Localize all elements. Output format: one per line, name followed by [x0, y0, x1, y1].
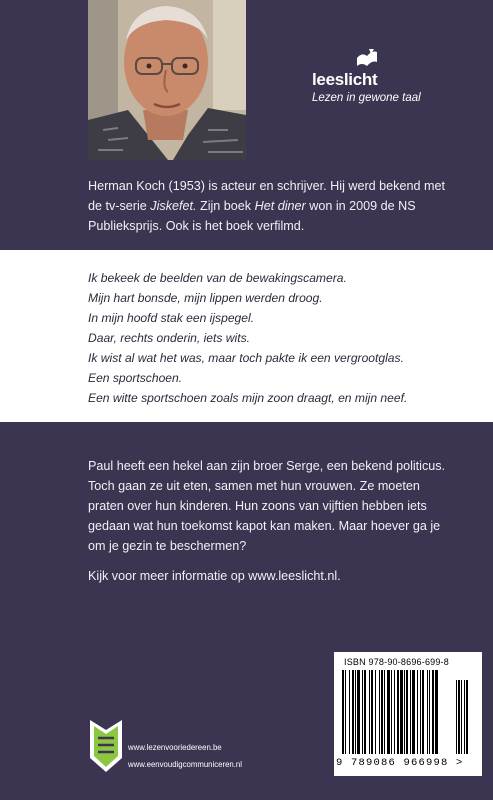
barcode-icon [342, 670, 474, 758]
brand-name: leeslicht [312, 70, 378, 89]
publisher-brand [312, 60, 452, 104]
excerpt-line: Een witte sportschoen zoals mijn zoon draagt, en mijn neef. [88, 391, 408, 405]
barcode-bar [420, 670, 421, 754]
barcode-bar [345, 670, 346, 754]
author-photo [88, 0, 246, 160]
barcode-addon-bar [461, 680, 462, 754]
excerpt-line: Ik bekeek de beelden van de bewakingscamera. [88, 271, 347, 285]
barcode-bar [406, 670, 408, 754]
barcode-bar [400, 670, 403, 754]
barcode-bar [362, 670, 363, 754]
barcode-bar [384, 670, 385, 754]
barcode-addon-bar [466, 680, 468, 754]
isbn-label: ISBN 978-90-8696-699-8 [344, 657, 449, 667]
barcode-bar [412, 670, 415, 754]
isbn-digits [336, 757, 480, 769]
author-portrait-illustration [88, 0, 246, 160]
barcode-bar [357, 670, 360, 754]
barcode-bar [352, 670, 354, 754]
barcode-bar [369, 670, 370, 754]
barcode-bar [371, 670, 373, 754]
barcode-bar [427, 670, 428, 754]
excerpt-line: Mijn hart bonsde, mijn lippen werden droog. [88, 291, 323, 305]
bio-show-title: Jiskefet. [150, 199, 197, 213]
barcode-bar [355, 670, 356, 754]
barcode-bar [375, 670, 376, 754]
barcode-bar [397, 670, 399, 754]
barcode-bar [342, 670, 344, 754]
author-bio [88, 176, 448, 236]
isbn-addon: > [456, 757, 464, 769]
barcode-addon-bar [464, 680, 465, 754]
barcode-bar [432, 670, 434, 754]
barcode-bar [391, 670, 392, 754]
leeslicht-book-icon [356, 48, 378, 68]
bio-text-2: Zijn boek [196, 199, 255, 213]
barcode-bar [364, 670, 366, 754]
bio-book-title: Het diner [254, 199, 306, 213]
barcode-addon-bar [458, 680, 460, 754]
footer-urls [128, 739, 242, 773]
bio-text-1: Herman Koch (1953) is acteur en schrijver. Hij werd bekend met de tv-serie [88, 179, 445, 213]
footer-url-lezenvooriedereen[interactable]: www.lezenvooriedereen.be [128, 743, 222, 752]
barcode-bar [394, 670, 395, 754]
book-blurb [88, 456, 458, 556]
barcode-addon-bar [456, 680, 457, 754]
barcode-bar [435, 670, 438, 754]
excerpt-line: Ik wist al wat het was, maar toch pakte ik een vergrootglas. [88, 351, 404, 365]
isbn-barcode-box [334, 652, 482, 776]
blurb-text: Paul heeft een hekel aan zijn broer Serge, een bekend politicus. Toch gaan ze uit eten, samen met hun vrouwen. Ze moeten praten over hun kinderen. Hun zoons van vijftien hebben iets gedaan wat hun toekomst kapot kan maken. Maar hoever ga je om je gezin te beschermen? [88, 459, 446, 553]
excerpt-line: In mijn hoofd stak een ijspegel. [88, 311, 255, 325]
barcode-bar [429, 670, 430, 754]
barcode-bar [417, 670, 418, 754]
barcode-bar [379, 670, 380, 754]
isbn-number: 9 789086 966998 [336, 757, 449, 769]
lezen-voor-iedereen-logo-icon [88, 718, 124, 774]
bio-text-3: won in 2009 de NS Publieksprijs. Ook is het boek verfilmd. [88, 199, 416, 233]
footer-url-eenvoudigcommuniceren[interactable]: www.eenvoudigcommuniceren.nl [128, 760, 242, 769]
barcode-bar [387, 670, 390, 754]
more-info-text: Kijk voor meer informatie op www.leeslicht.nl. [88, 569, 341, 583]
brand-tagline: Lezen in gewone taal [312, 92, 421, 104]
barcode-bar [404, 670, 405, 754]
excerpt-line: Daar, rechts onderin, iets wits. [88, 331, 250, 345]
excerpt-lines [88, 268, 468, 408]
barcode-bar [381, 670, 383, 754]
barcode-bar [410, 670, 411, 754]
barcode-bar [349, 670, 350, 754]
barcode-bar [422, 670, 424, 754]
excerpt-box [0, 250, 493, 422]
excerpt-line: Een sportschoen. [88, 371, 183, 385]
